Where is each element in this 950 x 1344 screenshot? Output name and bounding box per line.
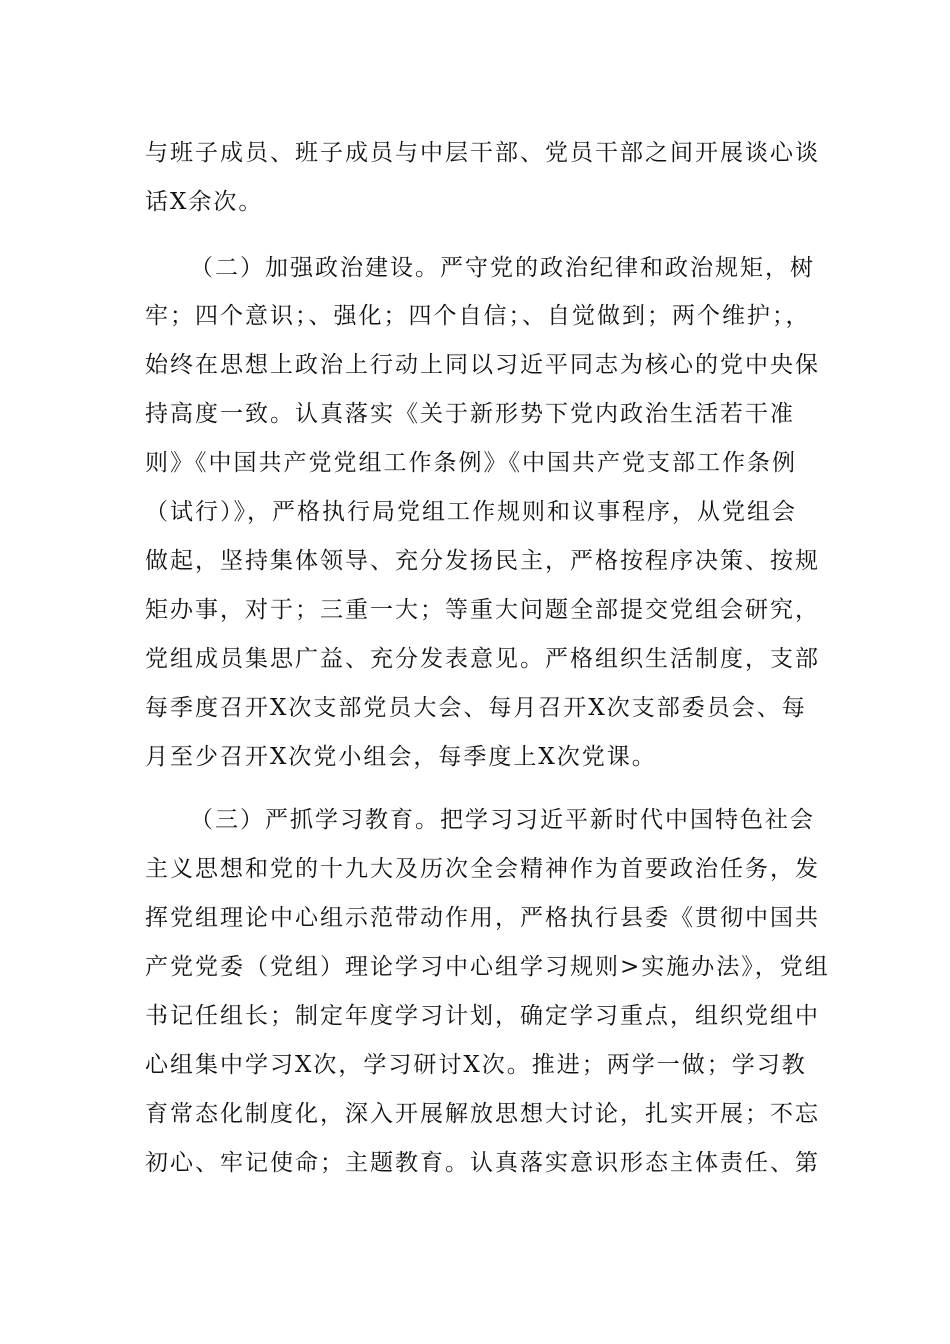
text-line: 与班子成员、班子成员与中层干部、党员干部之间开展谈心谈: [145, 140, 820, 166]
text-line: 书记任组长；制定年度学习计划，确定学习重点，组织党组中: [145, 1003, 820, 1029]
text-line: 持高度一致。认真落实《关于新形势下党内政治生活若干准: [145, 401, 795, 427]
text-line: 矩办事，对于；三重一大；等重大问题全部提交党组会研究，: [145, 597, 820, 623]
text-line: 产党党委（党组）理论学习中心组学习规则>实施办法》，党组: [145, 954, 830, 980]
text-line: 挥党组理论中心组示范带动作用，严格执行县委《贯彻中国共: [145, 905, 820, 931]
text-line: （试行）》，严格执行局党组工作规则和议事程序，从党组会: [145, 499, 797, 525]
text-line: 月至少召开X次党小组会，每季度上X次党课。: [145, 744, 657, 770]
text-line: 育常态化制度化，深入开展解放思想大讨论，扎实开展；不忘: [145, 1101, 820, 1127]
text-line: 主义思想和党的十九大及历次全会精神作为首要政治任务，发: [145, 856, 820, 882]
text-line: 党组成员集思广益、充分发表意见。严格组织生活制度，支部: [145, 646, 820, 672]
text-line: 心组集中学习X次，学习研讨X次。推进；两学一做；学习教: [145, 1052, 807, 1078]
text-line: 初心、牢记使命；主题教育。认真落实意识形态主体责任、第: [145, 1150, 820, 1176]
text-line: 牢；四个意识；、强化；四个自信；、自觉做到；两个维护；，: [145, 303, 811, 329]
text-line: （三）严抓学习教育。把学习习近平新时代中国特色社会: [190, 807, 815, 833]
text-line: 始终在思想上政治上行动上同以习近平同志为核心的党中央保: [145, 352, 820, 378]
text-line: 则》《中国共产党党组工作条例》《中国共产党支部工作条例: [145, 450, 797, 476]
text-line: 做起，坚持集体领导、充分发扬民主，严格按程序决策、按规: [145, 548, 820, 574]
text-line: 每季度召开X次支部党员大会、每月召开X次支部委员会、每: [145, 695, 807, 721]
text-line: （二）加强政治建设。严守党的政治纪律和政治规矩，树: [190, 255, 815, 281]
text-line: 话X余次。: [145, 189, 264, 215]
